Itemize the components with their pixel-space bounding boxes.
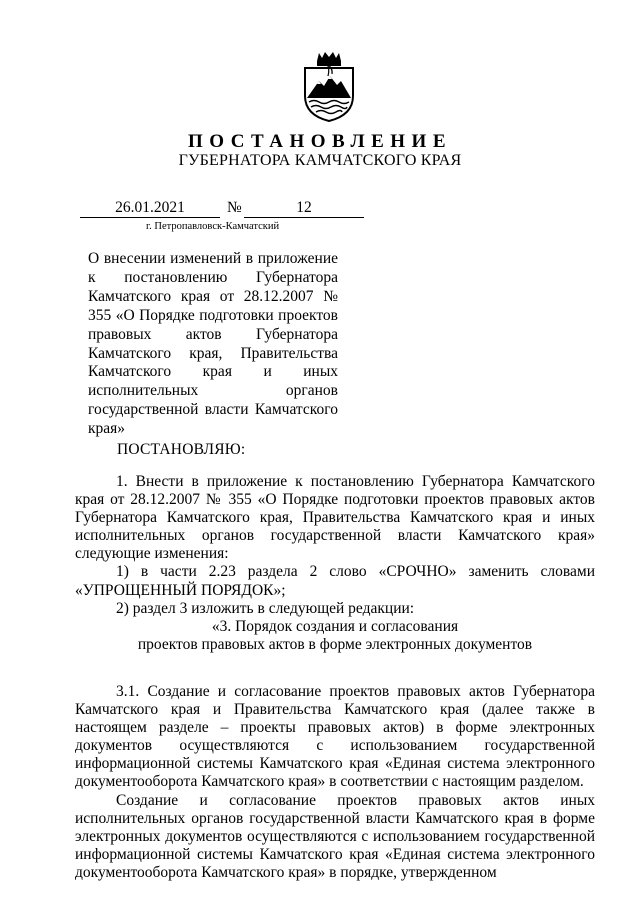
document-place: г. Петропавловск-Камчатский bbox=[146, 221, 280, 232]
number-sign: № bbox=[227, 199, 242, 216]
crown-icon bbox=[317, 52, 341, 66]
paragraph: 1) в части 2.23 раздела 2 слово «СРОЧНО» заменить словами «УПРОЩЕННЫЙ ПОРЯДОК»; bbox=[75, 563, 595, 599]
document-number: 12 bbox=[244, 199, 364, 218]
section-heading-line-2: проектов правовых актов в форме электронных документов bbox=[137, 635, 533, 653]
document-subject: О внесении изменений в приложение к постановлению Губернатора Камчатского края от 28.12.2007 № 355 «О Порядке подготовки проектов правовых актов Губернатора Камчатского края, Правительства Камчатского края и иных исполнительных органов государственной власти Камчатского края» bbox=[88, 250, 338, 438]
document-subtitle: ГУБЕРНАТОРА КАМЧАТСКОГО КРАЯ bbox=[178, 152, 462, 169]
section-heading-line-1: «3. Порядок создания и согласования bbox=[211, 617, 459, 635]
document-date: 26.01.2021 bbox=[80, 199, 220, 218]
paragraph: 2) раздел 3 изложить в следующей редакции: bbox=[116, 599, 415, 617]
paragraph: 1. Внести в приложение к постановлению Губернатора Камчатского края от 28.12.2007 № 355 «О Порядке подготовки проектов правовых актов Губернатора Камчатского края, Правительства Камчатского края и иных исполнительных органов государственной власти Камчатского края» следующие изменения: bbox=[75, 473, 595, 563]
decree-word: ПОСТАНОВЛЯЮ: bbox=[117, 441, 246, 458]
kamchatka-coat-of-arms-icon bbox=[297, 52, 361, 122]
document-body bbox=[75, 473, 595, 882]
paragraph: Создание и согласование проектов правовых актов иных исполнительных органов государственной власти Камчатского края в форме электронных документов осуществляются с использованием государственной информационной системы Камчатского края «Единая система электронного документооборота Камчатского края» в порядке, утвержденном bbox=[75, 791, 595, 881]
paragraph: 3.1. Создание и согласование проектов правовых актов Губернатора Камчатского края и Правительства Камчатского края (далее также в настоящем разделе – проекты правовых актов) в форме электронных документов осуществляются с использованием государственной информационной системы Камчатского края «Единая система электронного документооборота Камчатского края» в соответствии с настоящим разделом. bbox=[75, 682, 595, 791]
document-title: ПОСТАНОВЛЕНИЕ bbox=[187, 131, 453, 152]
